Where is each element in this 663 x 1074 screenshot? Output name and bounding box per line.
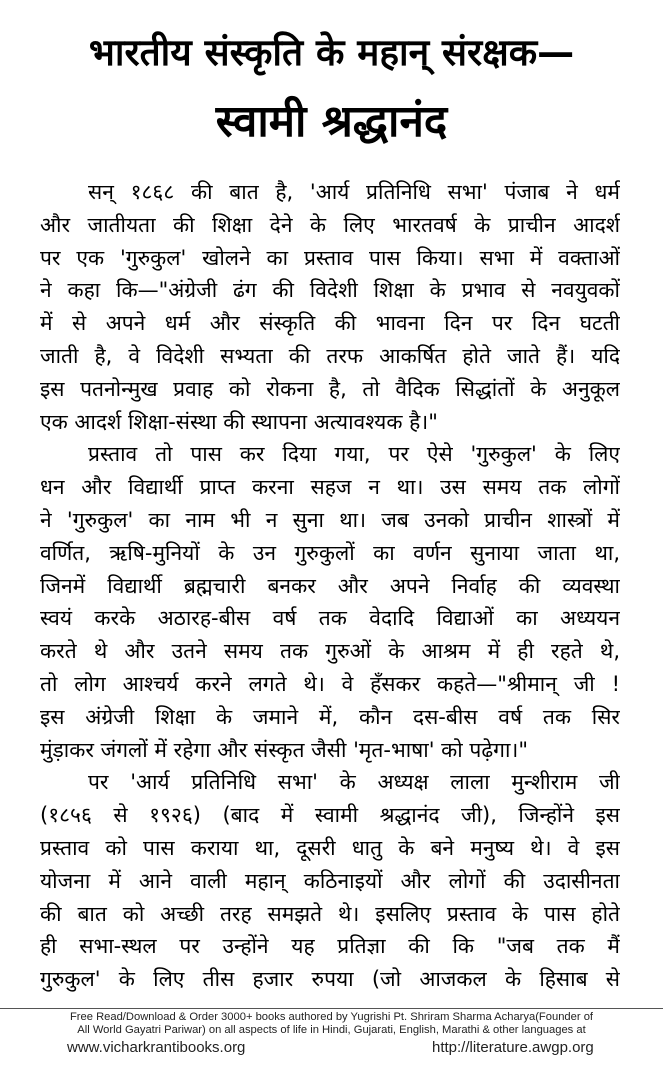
awgp-literature-link[interactable]: http://literature.awgp.org: [432, 1039, 594, 1056]
text-line: इस पतनोन्मुख प्रवाह को रोकना है, तो वैदिक सिद्धांतों के अनुकूल: [40, 376, 620, 401]
footer-notice-line-2: All World Gayatri Pariwar) on all aspects of life in Hindi, Gujarati, English, Marathi & other languages at: [77, 1024, 586, 1036]
text-line: प्रस्ताव को पास कराया था, दूसरी धातु के बने मनुष्य थे। वे इस: [40, 835, 620, 860]
article-body: [40, 176, 620, 996]
text-line: (१८५६ से १९२६) (बाद में स्वामी श्रद्धानंद जी), जिन्होंने इस: [40, 803, 620, 828]
text-line: प्रस्ताव तो पास कर दिया गया, पर ऐसे 'गुरुकुल' के लिए: [88, 442, 620, 467]
text-line: ने 'गुरुकुल' का नाम भी न सुना था। जब उनको प्राचीन शास्त्रों में: [40, 507, 620, 532]
text-line: ही सभा-स्थल पर उन्होंने यह प्रतिज्ञा की कि "जब तक मैं: [40, 934, 620, 959]
text-line: स्वयं करके अठारह-बीस वर्ष तक वेदादि विद्याओं का अध्ययन: [40, 606, 620, 631]
text-line: पर 'आर्य प्रतिनिधि सभा' के अध्यक्ष लाला मुन्शीराम जी: [88, 770, 620, 795]
vicharkranti-books-link[interactable]: www.vicharkrantibooks.org: [67, 1039, 246, 1056]
text-line: गुरुकुल' के लिए तीस हजार रुपया (जो आजकल के हिसाब से: [40, 967, 620, 992]
text-line: ने कहा कि—"अंग्रेजी ढंग की विदेशी शिक्षा के प्रभाव से नवयुवकों: [40, 278, 620, 303]
footer-notice: [0, 1011, 663, 1037]
text-line: धन और विद्यार्थी प्राप्त करना सहज न था। उस समय तक लोगों: [40, 475, 620, 500]
text-line: करते थे और उतने समय तक गुरुओं के आश्रम में ही रहते थे,: [40, 639, 620, 664]
footer-notice-line-1: Free Read/Download & Order 3000+ books authored by Yugrishi Pt. Shriram Sharma Acharya(Founder of: [69, 1011, 594, 1023]
text-line: मुंड़ाकर जंगलों में रहेगा और संस्कृत जैसी 'मृत-भाषा' को पढ़ेगा।": [40, 737, 529, 762]
page-title-line-2: स्वामी श्रद्धानंद: [215, 96, 448, 147]
text-line: वर्णित, ऋषि-मुनियों के उन गुरुकुलों का वर्णन सुनाया जाता था,: [40, 540, 620, 565]
footer-divider: [0, 1008, 663, 1009]
text-line: सन् १८६८ की बात है, 'आर्य प्रतिनिधि सभा' पंजाब ने धर्म: [88, 180, 620, 204]
text-line: इस अंग्रेजी शिक्षा के जमाने में, कौन दस-बीस वर्ष तक सिर: [40, 704, 620, 729]
text-line: और जातीयता की शिक्षा देने के लिए भारतवर्ष के प्राचीन आदर्श: [40, 212, 620, 237]
text-line: की बात को अच्छी तरह समझते थे। इसलिए प्रस्ताव के पास होते: [40, 901, 620, 926]
text-line: जिनमें विद्यार्थी ब्रह्मचारी बनकर और अपने निर्वाह की व्यवस्था: [40, 573, 620, 598]
page-title-line-1: भारतीय संस्कृति के महान् संरक्षक—: [88, 31, 575, 74]
footer-links: [0, 1038, 663, 1058]
text-line: एक आदर्श शिक्षा-संस्था की स्थापना अत्यावश्यक है।": [40, 409, 438, 434]
text-line: में से अपने धर्म और संस्कृति की भावना दिन पर दिन घटती: [40, 311, 620, 336]
text-line: तो लोग आश्चर्य करने लगते थे। वे हँसकर कहते—"श्रीमान् जी !: [40, 671, 620, 696]
text-line: पर एक 'गुरुकुल' खोलने का प्रस्ताव पास किया। सभा में वक्ताओं: [40, 245, 620, 270]
text-line: योजना में आने वाली महान् कठिनाइयों और लोगों की उदासीनता: [40, 868, 620, 893]
text-line: जाती है, वे विदेशी सभ्यता की तरफ आकर्षित होते जाते हैं। यदि: [40, 343, 620, 368]
